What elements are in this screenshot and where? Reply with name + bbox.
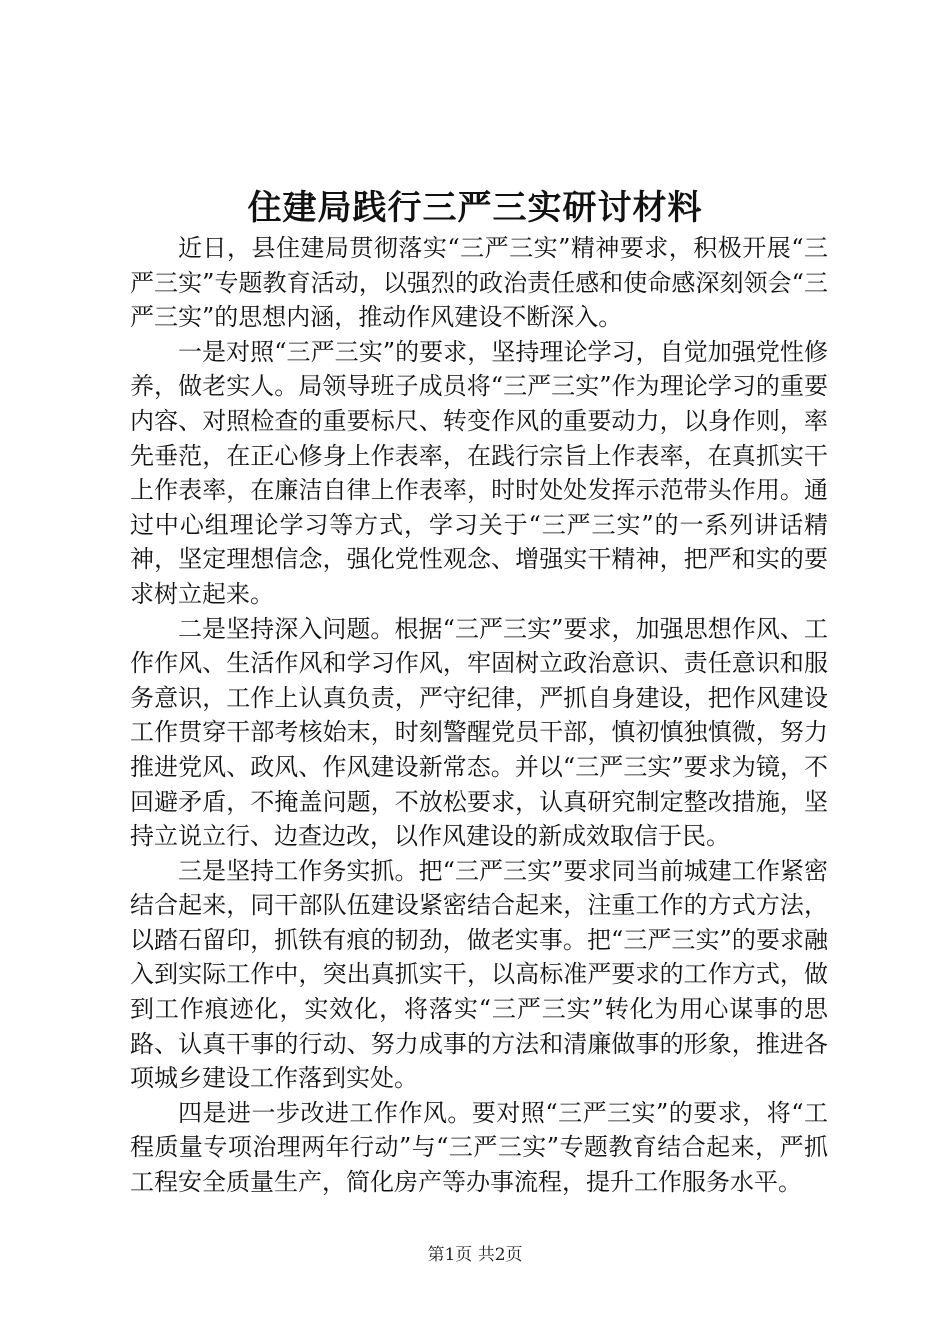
page-footer: [0, 1243, 950, 1267]
page-number: 第1页: [427, 1245, 473, 1265]
paragraph-point-4: 四是进一步改进工作作风。要对照“三严三实”的要求，将“工程质量专项治理两年行动”与“三严三实”专题教育结合起来，严抓工程安全质量生产，简化房产等办事流程，提升工作服务水平。: [130, 1098, 828, 1197]
page-title: 住建局践行三严三实研讨材料: [247, 188, 703, 228]
paragraph-point-2: 二是坚持深入问题。根据“三严三实”要求，加强思想作风、工作作风、生活作风和学习作风，牢固树立政治意识、责任意识和服务意识，工作上认真负责，严守纪律，严抓自身建设，把作风建设工作贯穿干部考核始末，时刻警醒党员干部，慎初慎独慎微，努力推进党风、政风、作风建设新常态。并以“三严三实”要求为镜，不回避矛盾，不掩盖问题，不放松要求，认真研究制定整改措施，坚持立说立行、边查边改，以作风建设的新成效取信于民。: [130, 614, 828, 851]
paragraph-point-3: 三是坚持工作务实抓。把“三严三实”要求同当前城建工作紧密结合起来，同干部队伍建设紧密结合起来，注重工作的方式方法，以踏石留印，抓铁有痕的韧劲，做老实事。把“三严三实”的要求融入到实际工作中，突出真抓实干，以高标准严要求的工作方式，做到工作痕迹化，实效化，将落实“三严三实”转化为用心谋事的思路、认真干事的行动、努力成事的方法和清廉做事的形象，推进各项城乡建设工作落到实处。: [130, 856, 828, 1093]
document-body: [130, 231, 828, 1200]
page-total: 共2页: [477, 1245, 523, 1265]
paragraph-intro: 近日，县住建局贯彻落实“三严三实”精神要求，积极开展“三严三实”专题教育活动，以强烈的政治责任感和使命感深刻领会“三严三实”的思想内涵，推动作风建设不断深入。: [130, 234, 828, 332]
paragraph-point-1: 一是对照“三严三实”的要求，坚持理论学习，自觉加强党性修养，做老实人。局领导班子成员将“三严三实”作为理论学习的重要内容、对照检查的重要标尺、转变作风的重要动力，以身作则，率先垂范，在正心修身上作表率，在践行宗旨上作表率，在真抓实干上作表率，在廉洁自律上作表率，时时处处发挥示范带头作用。通过中心组理论学习等方式，学习关于“三严三实”的一系列讲话精神，坚定理想信念，强化党性观念、增强实干精神，把严和实的要求树立起来。: [130, 337, 828, 608]
